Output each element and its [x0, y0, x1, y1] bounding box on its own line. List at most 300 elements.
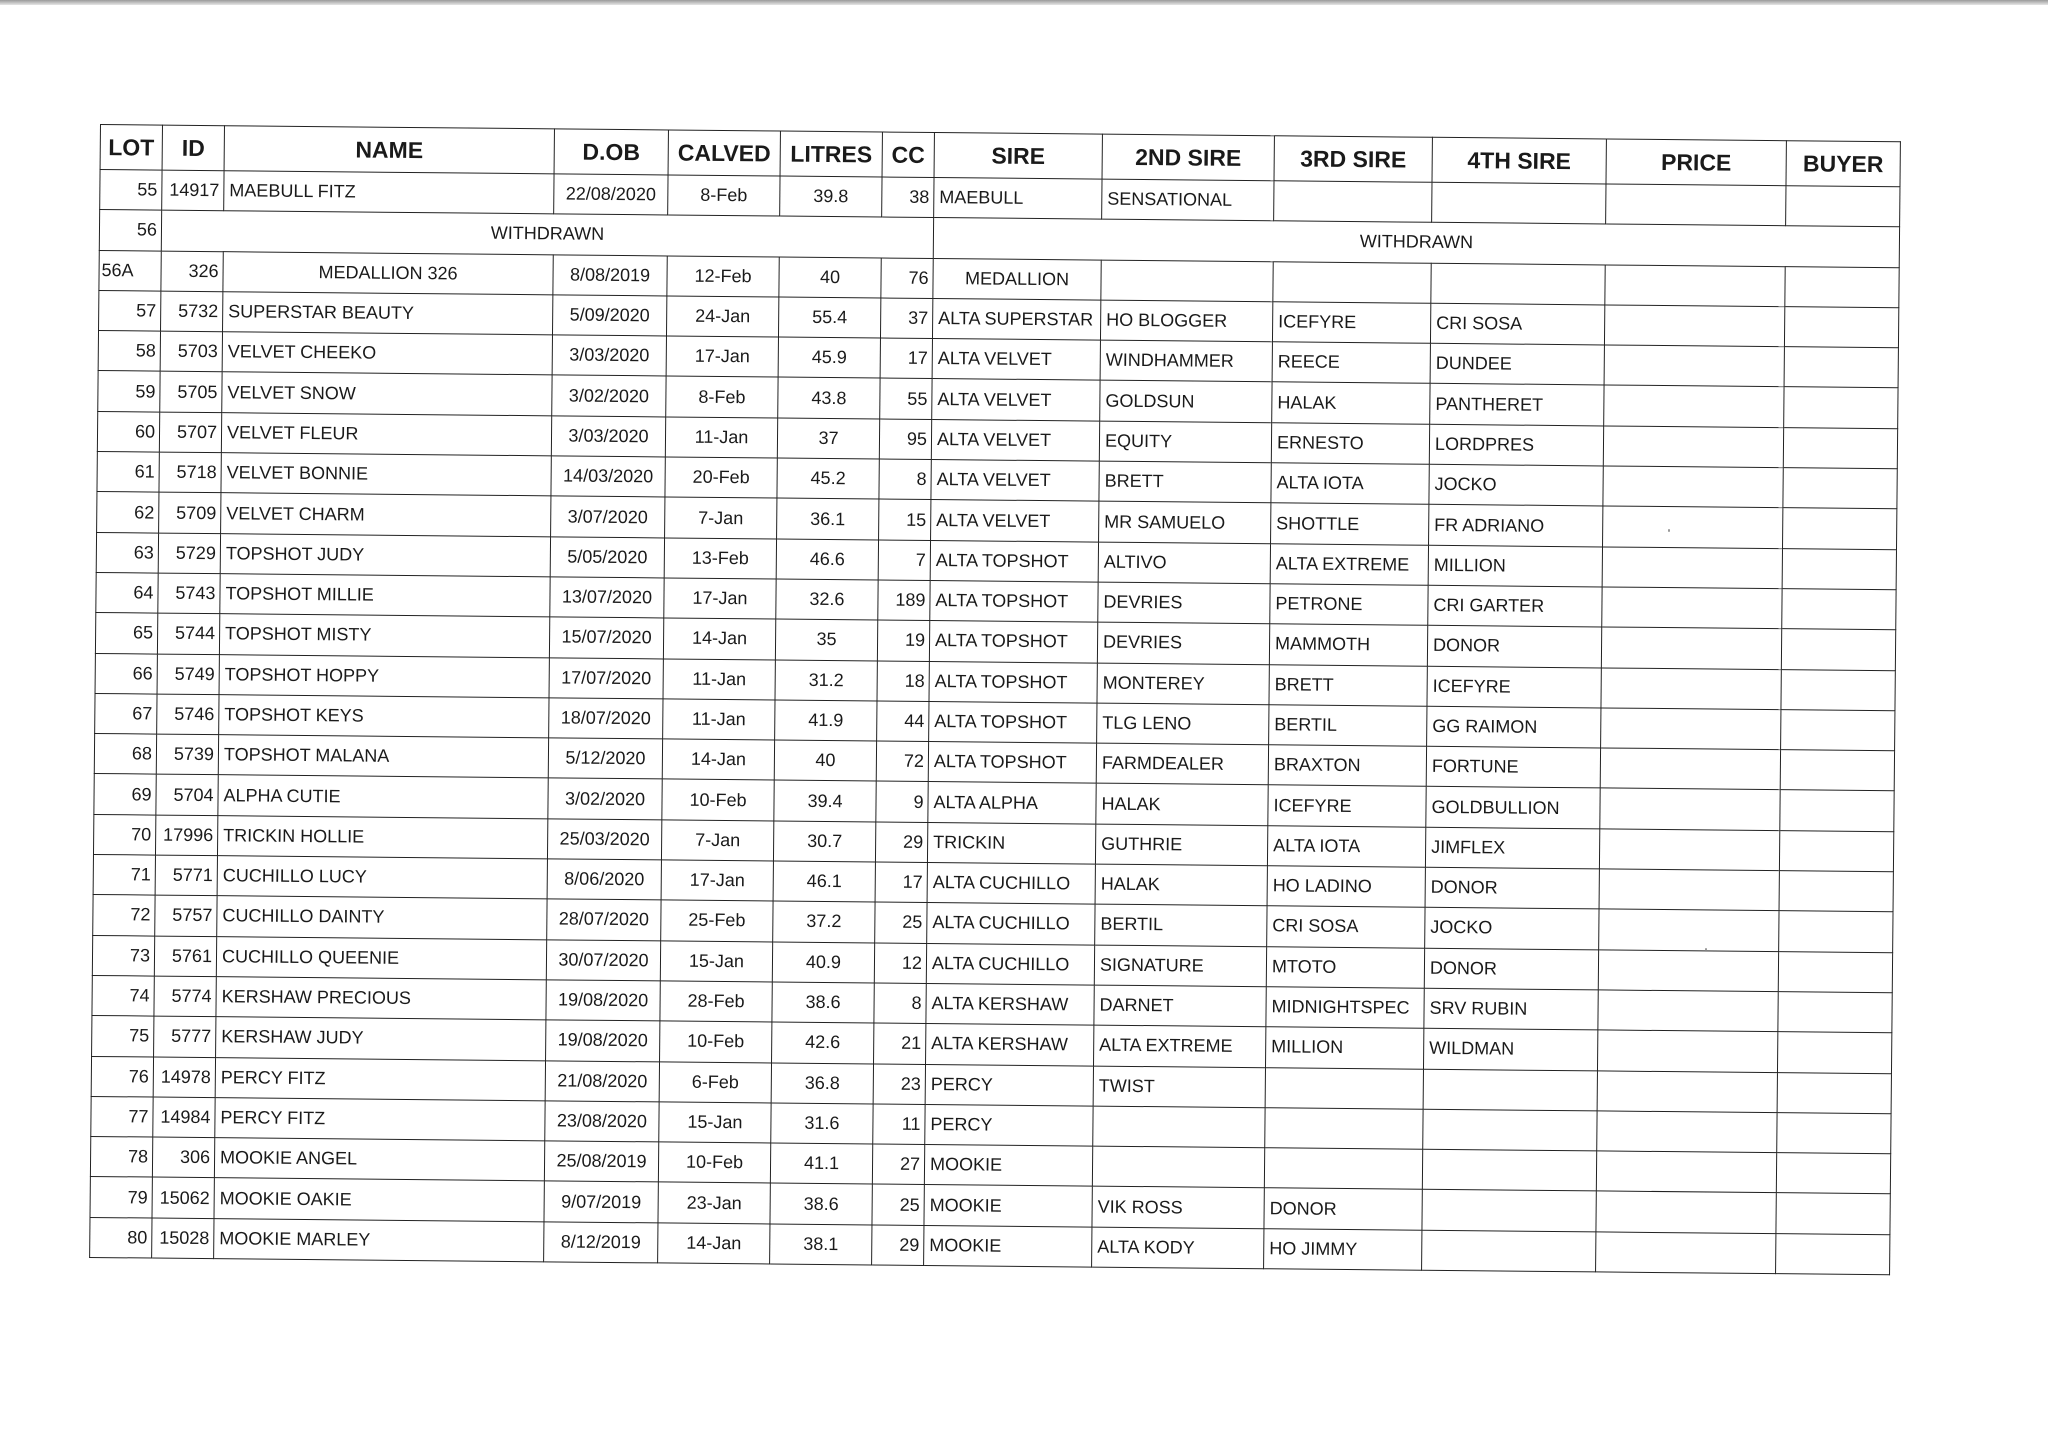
lot-sheet	[89, 124, 1900, 1275]
header-calved: CALVED	[668, 130, 780, 176]
sire4-cell: JIMFLEX	[1425, 827, 1599, 869]
litres-cell: 36.1	[777, 498, 879, 539]
price-cell	[1596, 1151, 1776, 1193]
litres-cell: 36.8	[771, 1063, 873, 1104]
dob-cell: 23/08/2020	[545, 1101, 659, 1142]
id-cell: 5707	[159, 412, 221, 453]
header-name: NAME	[224, 126, 554, 174]
cc-cell: 21	[874, 1023, 926, 1064]
id-cell: 5729	[158, 533, 220, 574]
sire2-cell: SIGNATURE	[1094, 945, 1266, 987]
sire-cell: ALTA ALPHA	[928, 782, 1096, 824]
cc-cell: 25	[872, 1184, 924, 1225]
header-sire3: 3RD SIRE	[1274, 136, 1432, 183]
litres-cell: 46.6	[776, 539, 878, 580]
dob-cell: 3/03/2020	[552, 335, 666, 376]
sire4-cell: WILDMAN	[1423, 1028, 1597, 1070]
sire-cell: ALTA TOPSHOT	[928, 742, 1096, 784]
sire2-cell: TWIST	[1093, 1066, 1265, 1108]
litres-cell: 41.9	[775, 700, 877, 741]
cc-cell: 95	[879, 419, 931, 460]
dob-cell: 21/08/2020	[545, 1060, 659, 1101]
litres-cell: 38.1	[770, 1224, 872, 1265]
sire4-cell: PANTHERET	[1430, 384, 1604, 426]
cc-cell: 72	[876, 741, 928, 782]
price-cell	[1601, 667, 1781, 709]
cc-cell: 37	[880, 298, 932, 339]
sire4-cell: DONOR	[1424, 948, 1598, 990]
cc-cell: 25	[875, 902, 927, 943]
price-cell	[1596, 1232, 1776, 1274]
sire-cell: ALTA VELVET	[932, 379, 1100, 421]
calved-cell: 12-Feb	[667, 256, 779, 297]
calved-cell: 17-Jan	[666, 336, 778, 377]
sire3-cell: BRETT	[1269, 664, 1427, 706]
sire3-cell: BRAXTON	[1268, 745, 1426, 787]
price-cell	[1597, 1070, 1777, 1112]
litres-cell: 45.2	[777, 458, 879, 499]
buyer-cell	[1784, 387, 1898, 428]
sire-cell: MOOKIE	[924, 1145, 1092, 1187]
cc-cell: 44	[877, 701, 929, 742]
sire2-cell: GUTHRIE	[1095, 824, 1267, 866]
sire3-cell: HO JIMMY	[1264, 1228, 1422, 1270]
sire3-cell: ALTA IOTA	[1271, 463, 1429, 505]
cc-cell: 11	[873, 1104, 925, 1145]
sire4-cell: MILLION	[1428, 545, 1602, 587]
dob-cell: 19/08/2020	[546, 1020, 660, 1061]
name-cell: PERCY FITZ	[215, 1057, 545, 1100]
dob-cell: 3/07/2020	[551, 496, 665, 537]
dob-cell: 17/07/2020	[549, 657, 663, 698]
litres-cell: 31.2	[775, 660, 877, 701]
buyer-cell	[1781, 710, 1895, 751]
name-cell: MOOKIE ANGEL	[214, 1138, 544, 1181]
name-cell: TOPSHOT MISTY	[219, 614, 549, 657]
sire4-cell: DONOR	[1425, 867, 1599, 909]
lot-cell: 62	[97, 492, 159, 533]
sire2-cell: DEVRIES	[1098, 582, 1270, 624]
sire4-cell: GOLDBULLION	[1426, 787, 1600, 829]
price-cell	[1606, 184, 1786, 226]
sire-cell: ALTA SUPERSTAR	[932, 298, 1100, 340]
calved-cell: 8-Feb	[666, 376, 778, 417]
name-cell: CUCHILLO QUEENIE	[216, 936, 546, 979]
buyer-cell	[1782, 589, 1896, 630]
name-cell: PERCY FITZ	[215, 1097, 545, 1140]
id-cell: 5703	[160, 331, 222, 372]
name-cell: TOPSHOT MALANA	[218, 735, 548, 778]
calved-cell: 10-Feb	[662, 779, 774, 820]
sire-cell: ALTA VELVET	[932, 339, 1100, 381]
id-cell: 5709	[159, 492, 221, 533]
withdrawn-cell: WITHDRAWN	[161, 210, 933, 258]
sire2-cell: ALTA EXTREME	[1094, 1025, 1266, 1067]
litres-cell: 39.8	[780, 176, 882, 217]
dob-cell: 5/09/2020	[552, 295, 666, 336]
cc-cell: 17	[875, 862, 927, 903]
buyer-cell	[1779, 911, 1893, 952]
buyer-cell	[1783, 427, 1897, 468]
buyer-cell	[1780, 750, 1894, 791]
sire2-cell: EQUITY	[1099, 421, 1271, 463]
sire-cell: ALTA TOPSHOT	[929, 701, 1097, 743]
name-cell: SUPERSTAR BEAUTY	[223, 292, 553, 335]
lot-cell: 65	[95, 613, 157, 654]
sire-cell: ALTA TOPSHOT	[930, 540, 1098, 582]
buyer-cell	[1784, 347, 1898, 388]
price-cell	[1597, 1030, 1777, 1072]
id-cell: 5757	[155, 895, 217, 936]
lot-cell: 70	[93, 814, 155, 855]
cc-cell: 76	[881, 258, 933, 299]
cc-cell: 38	[882, 177, 934, 218]
name-cell: TOPSHOT KEYS	[219, 695, 549, 738]
sire3-cell	[1273, 261, 1431, 303]
calved-cell: 10-Feb	[658, 1142, 770, 1183]
calved-cell: 10-Feb	[660, 1021, 772, 1062]
sire-cell: PERCY	[925, 1064, 1093, 1106]
id-cell: 14917	[162, 170, 224, 211]
price-cell	[1599, 869, 1779, 911]
id-cell: 5732	[161, 291, 223, 332]
id-cell: 5705	[160, 372, 222, 413]
lot-cell: 66	[95, 653, 157, 694]
buyer-cell	[1777, 1032, 1891, 1073]
litres-cell: 40	[774, 740, 876, 781]
name-cell: VELVET CHEEKO	[222, 332, 552, 375]
buyer-cell	[1786, 186, 1900, 227]
sire2-cell: BERTIL	[1095, 904, 1267, 946]
cc-cell: 55	[880, 378, 932, 419]
name-cell: VELVET SNOW	[222, 372, 552, 415]
calved-cell: 11-Jan	[665, 417, 777, 458]
sire2-cell: DARNET	[1094, 985, 1266, 1027]
dob-cell: 5/05/2020	[550, 537, 664, 578]
price-cell	[1604, 385, 1784, 427]
buyer-cell	[1781, 629, 1895, 670]
lot-cell: 57	[99, 290, 161, 331]
sire4-cell	[1423, 1109, 1597, 1151]
lot-cell: 60	[97, 411, 159, 452]
sire3-cell: SHOTTLE	[1271, 503, 1429, 545]
sire4-cell: JOCKO	[1425, 908, 1599, 950]
sire4-cell: CRI SOSA	[1430, 303, 1604, 345]
id-cell: 5704	[156, 775, 218, 816]
calved-cell: 7-Jan	[661, 820, 773, 861]
price-cell	[1604, 305, 1784, 347]
buyer-cell	[1778, 951, 1892, 992]
name-cell: VELVET FLEUR	[221, 412, 551, 455]
price-cell	[1602, 587, 1782, 629]
sire2-cell: VIK ROSS	[1092, 1186, 1264, 1228]
lot-cell: 56A	[99, 250, 161, 291]
dob-cell: 3/02/2020	[548, 778, 662, 819]
header-lot: LOT	[100, 125, 162, 171]
buyer-cell	[1785, 266, 1899, 307]
id-cell: 306	[152, 1137, 214, 1178]
dob-cell: 8/06/2020	[547, 859, 661, 900]
id-cell: 5777	[154, 1016, 216, 1057]
cc-cell: 29	[872, 1225, 924, 1266]
sire4-cell: SRV RUBIN	[1424, 988, 1598, 1030]
sire4-cell: FR ADRIANO	[1429, 505, 1603, 547]
header-sire: SIRE	[934, 133, 1102, 180]
cc-cell: 19	[877, 620, 929, 661]
id-cell: 5743	[158, 573, 220, 614]
calved-cell: 14-Jan	[663, 618, 775, 659]
scan-edge	[0, 0, 2048, 5]
calved-cell: 11-Jan	[663, 699, 775, 740]
dob-cell: 30/07/2020	[546, 939, 660, 980]
dob-cell: 3/03/2020	[551, 416, 665, 457]
litres-cell: 40.9	[772, 942, 874, 983]
buyer-cell	[1778, 992, 1892, 1033]
sire4-cell: DONOR	[1427, 626, 1601, 668]
name-cell: CUCHILLO LUCY	[217, 856, 547, 899]
price-cell	[1604, 345, 1784, 387]
name-cell: VELVET CHARM	[221, 493, 551, 536]
buyer-cell	[1784, 307, 1898, 348]
calved-cell: 13-Feb	[664, 538, 776, 579]
header-buyer: BUYER	[1786, 141, 1900, 187]
cc-cell: 29	[875, 822, 927, 863]
lot-cell: 67	[95, 693, 157, 734]
cc-cell: 7	[878, 540, 930, 581]
cc-cell: 23	[873, 1063, 925, 1104]
price-cell	[1597, 1111, 1777, 1153]
sire2-cell: FARMDEALER	[1096, 743, 1268, 785]
litres-cell: 40	[779, 257, 881, 298]
sire-cell: ALTA KERSHAW	[926, 1024, 1094, 1066]
lot-cell: 71	[93, 855, 155, 896]
dob-cell: 3/02/2020	[552, 375, 666, 416]
price-cell	[1602, 547, 1782, 589]
litres-cell: 45.9	[778, 337, 880, 378]
name-cell: MAEBULL FITZ	[224, 171, 554, 214]
dob-cell: 15/07/2020	[549, 617, 663, 658]
sire3-cell: MILLION	[1265, 1027, 1423, 1069]
header-sire2: 2ND SIRE	[1102, 134, 1274, 181]
sire2-cell: HALAK	[1095, 864, 1267, 906]
id-cell: 5746	[157, 694, 219, 735]
sire4-cell: FORTUNE	[1426, 746, 1600, 788]
id-cell: 17996	[155, 815, 217, 856]
cc-cell: 15	[879, 499, 931, 540]
name-cell: ALPHA CUTIE	[218, 775, 548, 818]
sire-cell: MAEBULL	[934, 178, 1102, 220]
id-cell: 15028	[152, 1218, 214, 1259]
litres-cell: 55.4	[778, 297, 880, 338]
name-cell: MOOKIE OAKIE	[214, 1178, 544, 1221]
litres-cell: 43.8	[778, 378, 880, 419]
lot-cell: 72	[93, 895, 155, 936]
sire3-cell: ERNESTO	[1271, 423, 1429, 465]
lot-cell: 69	[94, 774, 156, 815]
id-cell: 5739	[156, 734, 218, 775]
sire-cell: TRICKIN	[927, 822, 1095, 864]
cc-cell: 189	[878, 580, 930, 621]
header-cc: CC	[882, 132, 934, 177]
calved-cell: 23-Jan	[658, 1182, 770, 1223]
name-cell: CUCHILLO DAINTY	[217, 896, 547, 939]
sire-cell: ALTA TOPSHOT	[930, 580, 1098, 622]
dob-cell: 13/07/2020	[550, 577, 664, 618]
sire2-cell: TLG LENO	[1097, 703, 1269, 745]
sire3-cell	[1265, 1067, 1423, 1109]
sire3-cell: HO LADINO	[1267, 866, 1425, 908]
name-cell: TRICKIN HOLLIE	[217, 815, 547, 858]
id-cell: 5718	[159, 452, 221, 493]
litres-cell: 37.2	[773, 901, 875, 942]
cc-cell: 18	[877, 661, 929, 702]
lot-cell: 56	[99, 210, 161, 251]
sire-cell: ALTA TOPSHOT	[929, 621, 1097, 663]
sire-cell: MOOKIE	[924, 1225, 1092, 1267]
lot-cell: 75	[92, 1016, 154, 1057]
buyer-cell	[1783, 468, 1897, 509]
price-cell	[1596, 1191, 1776, 1233]
sire4-cell	[1422, 1190, 1596, 1232]
sire4-cell	[1431, 263, 1605, 305]
dob-cell: 28/07/2020	[547, 899, 661, 940]
name-cell: VELVET BONNIE	[221, 453, 551, 496]
id-cell: 5744	[157, 613, 219, 654]
name-cell: MEDALLION 326	[223, 251, 553, 294]
dob-cell: 5/12/2020	[548, 738, 662, 779]
calved-cell: 7-Jan	[665, 497, 777, 538]
sire2-cell: HO BLOGGER	[1100, 300, 1272, 342]
dob-cell: 19/08/2020	[546, 980, 660, 1021]
lot-cell: 78	[90, 1137, 152, 1178]
sire2-cell: MONTEREY	[1097, 663, 1269, 705]
buyer-cell	[1776, 1153, 1890, 1194]
dob-cell: 25/08/2019	[544, 1141, 658, 1182]
name-cell: KERSHAW JUDY	[216, 1017, 546, 1060]
sire4-cell	[1423, 1069, 1597, 1111]
dob-cell: 22/08/2020	[554, 174, 668, 215]
sire-cell: ALTA VELVET	[931, 419, 1099, 461]
lot-cell: 55	[100, 170, 162, 211]
sire4-cell: CRI GARTER	[1428, 585, 1602, 627]
id-cell: 15062	[152, 1177, 214, 1218]
sire-cell: ALTA VELVET	[931, 460, 1099, 502]
lot-cell: 79	[90, 1177, 152, 1218]
sire-cell: PERCY	[925, 1104, 1093, 1146]
litres-cell: 35	[775, 619, 877, 660]
name-cell: TOPSHOT HOPPY	[219, 654, 549, 697]
sire2-cell	[1101, 260, 1273, 302]
sire-cell: MOOKIE	[924, 1185, 1092, 1227]
lot-cell: 63	[96, 532, 158, 573]
sire3-cell: ICEFYRE	[1272, 302, 1430, 344]
lot-cell: 64	[96, 572, 158, 613]
price-cell	[1603, 506, 1783, 548]
sire3-cell	[1274, 181, 1432, 223]
cc-cell: 17	[880, 338, 932, 379]
lot-cell: 73	[92, 935, 154, 976]
buyer-cell	[1776, 1193, 1890, 1234]
price-cell	[1603, 466, 1783, 508]
sire-cell: ALTA KERSHAW	[926, 983, 1094, 1025]
sire4-cell	[1422, 1230, 1596, 1272]
sire3-cell: MAMMOTH	[1269, 624, 1427, 666]
calved-cell: 28-Feb	[660, 981, 772, 1022]
sire4-cell: DUNDEE	[1430, 343, 1604, 385]
lot-cell: 61	[97, 452, 159, 493]
buyer-cell	[1781, 669, 1895, 710]
sire2-cell: BRETT	[1099, 461, 1271, 503]
sire3-cell: HALAK	[1272, 382, 1430, 424]
calved-cell: 14-Jan	[662, 739, 774, 780]
sire2-cell: ALTA KODY	[1092, 1227, 1264, 1269]
scan-speck	[1668, 529, 1670, 532]
sire3-cell: ALTA IOTA	[1267, 825, 1425, 867]
dob-cell: 18/07/2020	[549, 698, 663, 739]
lot-cell: 76	[91, 1056, 153, 1097]
name-cell: TOPSHOT JUDY	[220, 533, 550, 576]
buyer-cell	[1776, 1233, 1890, 1274]
dob-cell: 8/12/2019	[544, 1222, 658, 1263]
cc-cell: 27	[872, 1144, 924, 1185]
calved-cell: 25-Feb	[661, 900, 773, 941]
sire3-cell: PETRONE	[1270, 584, 1428, 626]
calved-cell: 17-Jan	[664, 578, 776, 619]
sire2-cell: ALTIVO	[1098, 542, 1270, 584]
buyer-cell	[1779, 830, 1893, 871]
calved-cell: 15-Jan	[659, 1102, 771, 1143]
buyer-cell	[1782, 548, 1896, 589]
id-cell: 5749	[157, 654, 219, 695]
sire3-cell: CRI SOSA	[1267, 906, 1425, 948]
lot-cell: 80	[90, 1217, 152, 1258]
sire4-cell: JOCKO	[1429, 464, 1603, 506]
price-cell	[1603, 426, 1783, 468]
cc-cell: 8	[874, 983, 926, 1024]
litres-cell: 46.1	[773, 861, 875, 902]
calved-cell: 11-Jan	[663, 658, 775, 699]
sire2-cell	[1093, 1106, 1265, 1148]
sire4-cell	[1432, 182, 1606, 224]
cc-cell: 12	[874, 943, 926, 984]
buyer-cell	[1780, 790, 1894, 831]
buyer-cell	[1779, 871, 1893, 912]
sire3-cell	[1265, 1108, 1423, 1150]
name-cell: KERSHAW PRECIOUS	[216, 977, 546, 1020]
sire2-cell: DEVRIES	[1097, 622, 1269, 664]
sire2-cell	[1092, 1146, 1264, 1188]
price-cell	[1601, 627, 1781, 669]
sire4-cell: ICEFYRE	[1427, 666, 1601, 708]
price-cell	[1598, 990, 1778, 1032]
sire4-cell: GG RAIMON	[1427, 706, 1601, 748]
sire3-cell: BERTIL	[1269, 705, 1427, 747]
buyer-cell	[1777, 1072, 1891, 1113]
cc-cell: 9	[876, 781, 928, 822]
sire4-cell: LORDPRES	[1429, 424, 1603, 466]
calved-cell: 8-Feb	[668, 175, 780, 216]
name-cell: TOPSHOT MILLIE	[220, 574, 550, 617]
litres-cell: 42.6	[772, 1022, 874, 1063]
header-sire4: 4TH SIRE	[1432, 137, 1606, 184]
cc-cell: 8	[879, 459, 931, 500]
price-cell	[1605, 265, 1785, 307]
price-cell	[1599, 829, 1779, 871]
id-cell: 5774	[154, 976, 216, 1017]
table-body	[90, 170, 1900, 1275]
litres-cell: 37	[777, 418, 879, 459]
price-cell	[1601, 708, 1781, 750]
